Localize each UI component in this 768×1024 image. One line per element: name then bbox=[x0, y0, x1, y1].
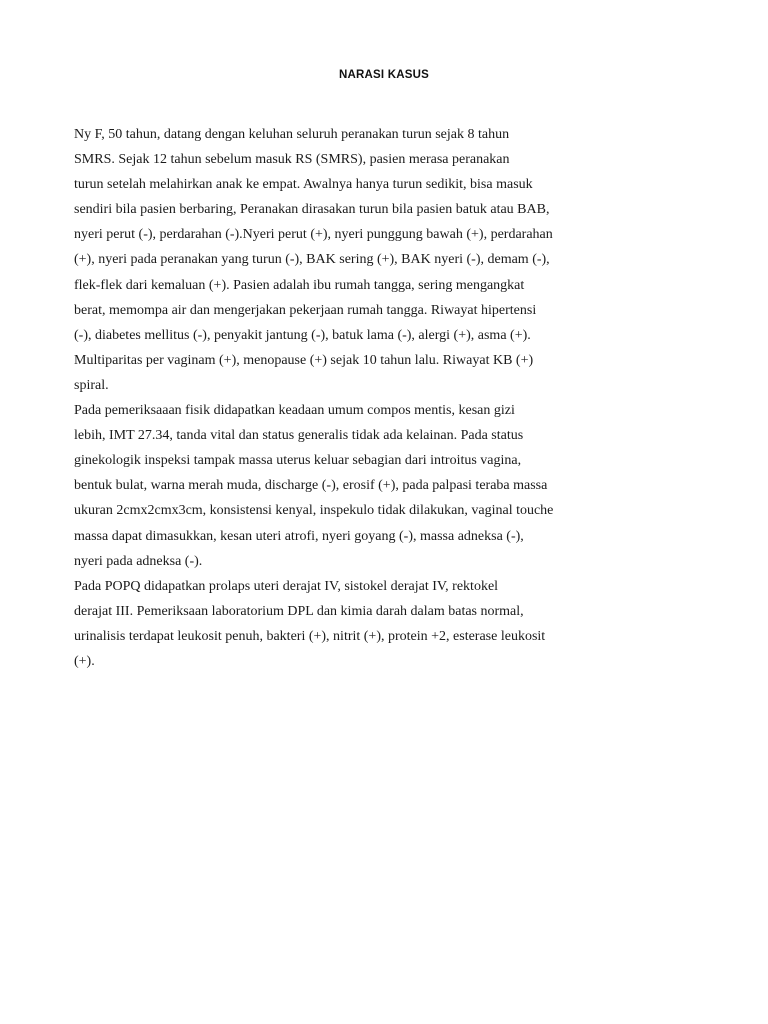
narrative-line: Pada pemeriksaaan fisik didapatkan keadaan umum compos mentis, kesan gizi bbox=[74, 403, 515, 419]
narrative-line: (-), diabetes mellitus (-), penyakit jantung (-), batuk lama (-), alergi (+), asma (+). bbox=[74, 327, 531, 343]
narrative-line: sendiri bila pasien berbaring, Peranakan dirasakan turun bila pasien batuk atau BAB, bbox=[74, 202, 550, 218]
narrative-line: berat, memompa air dan mengerjakan pekerjaan rumah tangga. Riwayat hipertensi bbox=[74, 302, 537, 318]
narrative-line: turun setelah melahirkan anak ke empat. Awalnya hanya turun sedikit, bisa masuk bbox=[74, 177, 533, 193]
narrative-line: urinalisis terdapat leukosit penuh, bakteri (+), nitrit (+), protein +2, esterase leukosit bbox=[74, 628, 546, 644]
narrative-line: bentuk bulat, warna merah muda, discharge (-), erosif (+), pada palpasi teraba massa bbox=[74, 478, 548, 494]
narrative-line: derajat III. Pemeriksaan laboratorium DPL dan kimia darah dalam batas normal, bbox=[74, 603, 524, 619]
narrative-line: nyeri pada adneksa (-). bbox=[74, 553, 203, 569]
narrative-line: lebih, IMT 27.34, tanda vital dan status generalis tidak ada kelainan. Pada status bbox=[74, 428, 524, 444]
narrative-line: Ny F, 50 tahun, datang dengan keluhan seluruh peranakan turun sejak 8 tahun bbox=[74, 127, 510, 142]
document-title: NARASI KASUS bbox=[339, 69, 429, 81]
narrative-line: SMRS. Sejak 12 tahun sebelum masuk RS (SMRS), pasien merasa peranakan bbox=[74, 152, 510, 168]
narrative-line: (+). bbox=[74, 653, 95, 669]
narrative-line: (+), nyeri pada peranakan yang turun (-), BAK sering (+), BAK nyeri (-), demam (-), bbox=[74, 252, 550, 268]
narrative-line: massa dapat dimasukkan, kesan uteri atrofi, nyeri goyang (-), massa adneksa (-), bbox=[74, 528, 524, 544]
narrative-line: Pada POPQ didapatkan prolaps uteri derajat IV, sistokel derajat IV, rektokel bbox=[74, 578, 499, 594]
narrative-line: spiral. bbox=[74, 377, 109, 393]
narrative-line: Multiparitas per vaginam (+), menopause (+) sejak 10 tahun lalu. Riwayat KB (+) bbox=[74, 352, 534, 368]
narrative-line: nyeri perut (-), perdarahan (-).Nyeri perut (+), nyeri punggung bawah (+), perdarahan bbox=[74, 227, 553, 243]
narrative-line: flek-flek dari kemaluan (+). Pasien adalah ibu rumah tangga, sering mengangkat bbox=[74, 277, 525, 293]
narrative-line: ukuran 2cmx2cmx3cm, konsistensi kenyal, inspekulo tidak dilakukan, vaginal touche bbox=[74, 503, 554, 519]
case-narrative bbox=[74, 122, 714, 674]
narrative-line: ginekologik inspeksi tampak massa uterus keluar sebagian dari introitus vagina, bbox=[74, 453, 522, 469]
